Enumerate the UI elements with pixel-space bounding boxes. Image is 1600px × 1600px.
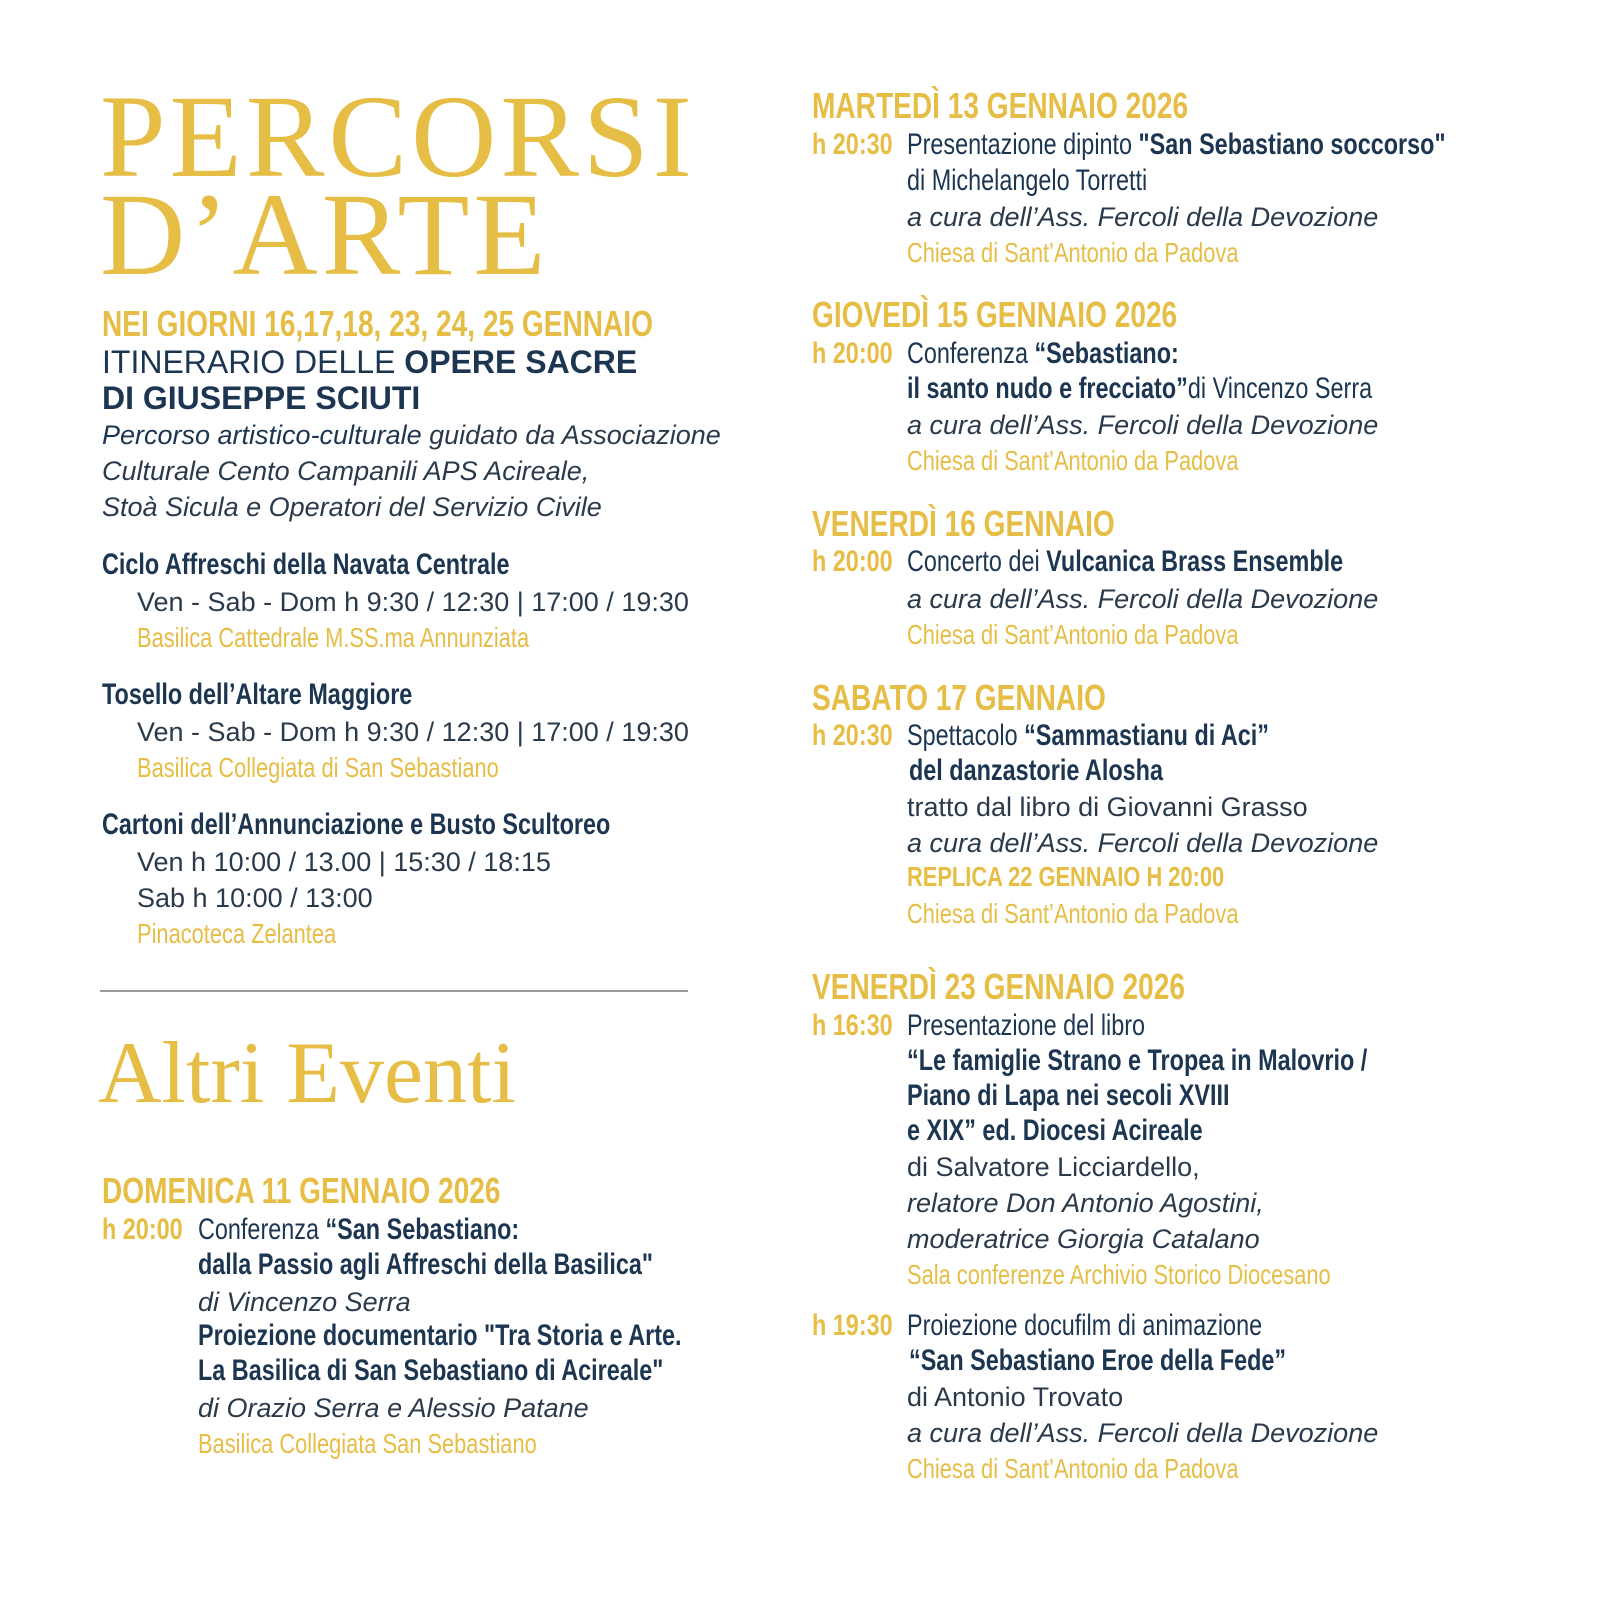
event-line: moderatrice Giorgia Catalano: [907, 1224, 1260, 1254]
event-place: Sala conferenze Archivio Storico Diocesano: [907, 1259, 1331, 1290]
event-time: h 20:30: [812, 719, 893, 752]
event-time: h 20:30: [812, 128, 893, 161]
site-place: Basilica Collegiata di San Sebastiano: [137, 752, 499, 783]
event-line: di Salvatore Licciardello,: [907, 1152, 1200, 1182]
event-title: “Sammastianu di Aci”: [1024, 719, 1269, 752]
site-name: Cartoni dell’Annunciazione e Busto Scultoreo: [102, 808, 611, 841]
event-date: VENERDÌ 16 GENNAIO: [812, 503, 1115, 544]
event-title: "San Sebastiano soccorso": [1138, 128, 1446, 161]
event-line: di Vincenzo Serra: [198, 1287, 411, 1317]
event-time: h 20:00: [812, 545, 893, 578]
site-name: Ciclo Affreschi della Navata Centrale: [102, 548, 510, 581]
event-time: h 16:30: [812, 1009, 893, 1042]
itinerary-heading: [102, 346, 637, 378]
event-line: a cura dell’Ass. Fercoli della Devozione: [907, 410, 1379, 440]
event-line: Proiezione docufilm di animazione: [907, 1309, 1263, 1342]
event-type: Concerto dei: [907, 545, 1047, 578]
event-line: [198, 1215, 519, 1245]
event-time: h 20:00: [812, 337, 893, 370]
event-line: relatore Don Antonio Agostini,: [907, 1188, 1264, 1218]
event-title: “Sebastiano:: [1034, 337, 1179, 370]
event-place: Chiesa di Sant’Antonio da Padova: [907, 1453, 1239, 1484]
itinerary-heading-b: OPERE SACRE: [404, 344, 638, 380]
event-replica: REPLICA 22 GENNAIO H 20:00: [907, 861, 1225, 892]
event-line: a cura dell’Ass. Fercoli della Devozione: [907, 584, 1379, 614]
event-line: [907, 547, 1343, 577]
event-line: a cura dell’Ass. Fercoli della Devozione: [907, 202, 1379, 232]
event-author: di Vincenzo Serra: [1187, 372, 1373, 405]
event-type: Presentazione dipinto: [907, 128, 1139, 161]
event-title: “San Sebastiano:: [325, 1213, 520, 1246]
event-line: [907, 130, 1446, 160]
itinerary-desc-1: [102, 422, 721, 449]
title-line-1: PERCORSI: [100, 71, 696, 202]
event-date: DOMENICA 11 GENNAIO 2026: [102, 1170, 501, 1211]
event-line: e XIX” ed. Diocesi Acireale: [907, 1114, 1203, 1147]
event-line: tratto dal libro di Giovanni Grasso: [907, 792, 1308, 822]
altri-eventi-title: Altri Eventi: [98, 1025, 516, 1122]
itinerary-desc-1a: Percorso artistico-culturale: [102, 420, 422, 450]
event-time: h 19:30: [812, 1309, 893, 1342]
title-line-2: D’ARTE: [100, 169, 550, 300]
event-line: di Antonio Trovato: [907, 1382, 1124, 1412]
divider: [100, 990, 688, 992]
event-line: [907, 374, 1372, 404]
event-line: di Michelangelo Torretti: [907, 164, 1148, 197]
itinerary-desc-2: Culturale Cento Campanili APS Acireale,: [102, 456, 590, 486]
itinerary-artist: DI GIUSEPPE SCIUTI: [102, 380, 421, 416]
event-line: [907, 339, 1179, 369]
event-line: “San Sebastiano Eroe della Fede”: [909, 1344, 1287, 1377]
event-type: Spettacolo: [907, 719, 1025, 752]
event-date: GIOVEDÌ 15 GENNAIO 2026: [812, 294, 1178, 335]
event-date: MARTEDÌ 13 GENNAIO 2026: [812, 85, 1189, 126]
event-title: Vulcanica Brass Ensemble: [1046, 545, 1344, 578]
event-line: Proiezione documentario "Tra Storia e Arte.: [198, 1319, 682, 1352]
event-line: “Le famiglie Strano e Tropea in Malovrio /: [907, 1044, 1368, 1077]
event-line: Presentazione del libro: [907, 1009, 1146, 1042]
event-line: del danzastorie Alosha: [909, 754, 1163, 787]
site-hours: Ven - Sab - Dom h 9:30 / 12:30 | 17:00 / 19:30: [137, 717, 689, 747]
event-place: Chiesa di Sant’Antonio da Padova: [907, 445, 1239, 476]
event-line: [907, 721, 1269, 751]
event-line: dalla Passio agli Affreschi della Basilica": [198, 1248, 654, 1281]
site-hours: Ven h 10:00 / 13.00 | 15:30 / 18:15: [137, 847, 551, 877]
event-line: a cura dell’Ass. Fercoli della Devozione: [907, 828, 1379, 858]
event-place: Chiesa di Sant’Antonio da Padova: [907, 619, 1239, 650]
event-type: Conferenza: [198, 1213, 326, 1246]
event-line: di Orazio Serra e Alessio Patane: [198, 1393, 589, 1423]
itinerary-desc-3: Stoà Sicula e Operatori del Servizio Civile: [102, 492, 602, 522]
event-place: Chiesa di Sant’Antonio da Padova: [907, 237, 1239, 268]
event-line: La Basilica di San Sebastiano di Acireale": [198, 1354, 664, 1387]
site-hours: Sab h 10:00 / 13:00: [137, 883, 373, 913]
site-hours: Ven - Sab - Dom h 9:30 / 12:30 | 17:00 / 19:30: [137, 587, 689, 617]
event-place: Chiesa di Sant’Antonio da Padova: [907, 898, 1239, 929]
itinerary-desc-1b: guidato da Associazione: [421, 420, 721, 450]
event-place: Basilica Collegiata San Sebastiano: [198, 1428, 537, 1459]
event-date: VENERDÌ 23 GENNAIO 2026: [812, 966, 1185, 1007]
site-name: Tosello dell’Altare Maggiore: [102, 678, 413, 711]
event-line: Piano di Lapa nei secoli XVIII: [907, 1079, 1230, 1112]
event-title: il santo nudo e frecciato”: [907, 372, 1188, 405]
itinerary-days: NEI GIORNI 16,17,18, 23, 24, 25 GENNAIO: [102, 303, 653, 344]
event-time: h 20:00: [102, 1213, 183, 1246]
event-type: Conferenza: [907, 337, 1035, 370]
site-place: Pinacoteca Zelantea: [137, 918, 337, 949]
event-line: a cura dell’Ass. Fercoli della Devozione: [907, 1418, 1379, 1448]
itinerary-heading-a: ITINERARIO DELLE: [102, 344, 405, 380]
event-date: SABATO 17 GENNAIO: [812, 677, 1106, 718]
site-place: Basilica Cattedrale M.SS.ma Annunziata: [137, 622, 530, 653]
